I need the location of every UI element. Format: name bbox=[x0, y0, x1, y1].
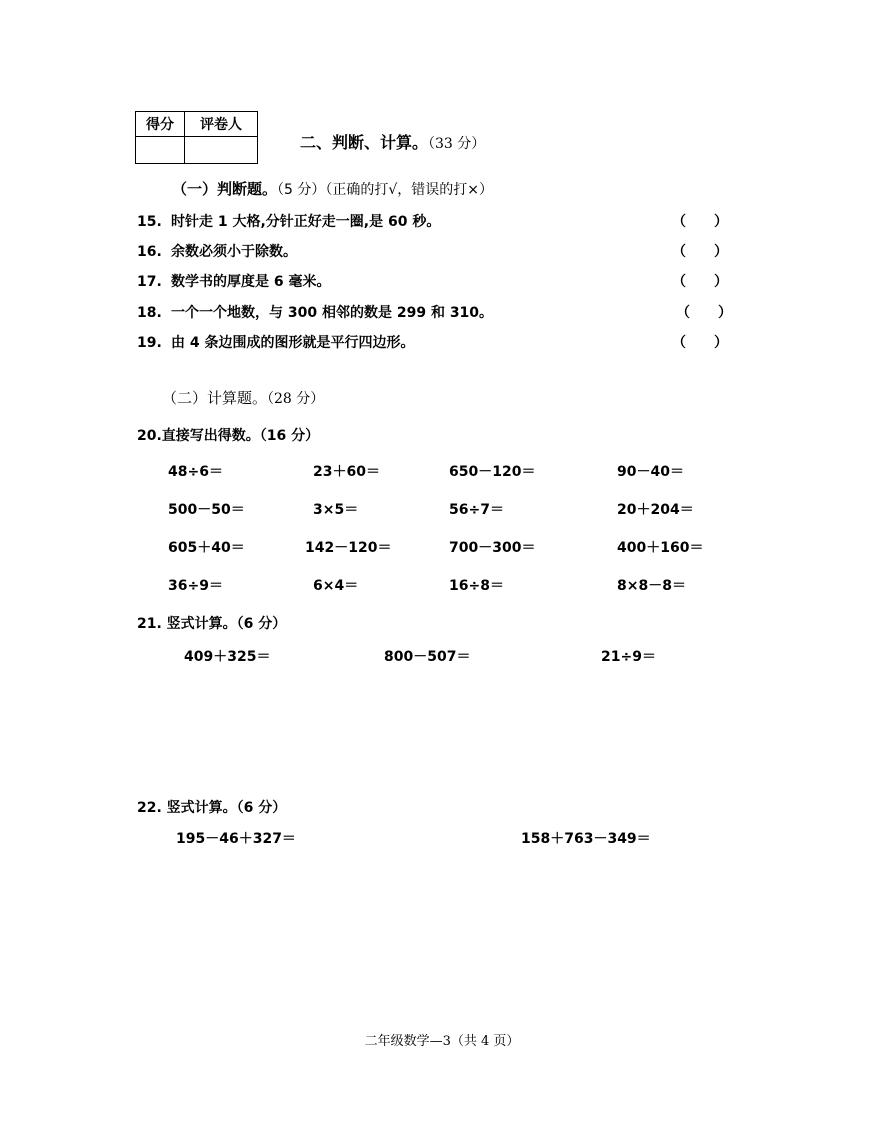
calc-item[interactable]: 400＋160＝ bbox=[617, 540, 704, 556]
question-text: 由 4 条边围成的图形就是平行四边形。 bbox=[171, 335, 415, 351]
answer-blank-19[interactable]: （ ） bbox=[672, 335, 728, 351]
vertical-calc-item[interactable]: 21÷9＝ bbox=[601, 649, 656, 665]
judge-title: （一）判断题。 bbox=[172, 180, 278, 198]
calc-item[interactable]: 23＋60＝ bbox=[313, 464, 380, 480]
calc-item[interactable]: 3×5＝ bbox=[313, 502, 359, 518]
question-16 bbox=[137, 241, 297, 261]
calc-item[interactable]: 16÷8＝ bbox=[449, 578, 504, 594]
question-text: 数学书的厚度是 6 毫米。 bbox=[171, 274, 331, 290]
question-text: 时针走 1 大格,分针正好走一圈,是 60 秒。 bbox=[171, 214, 441, 230]
calc-item[interactable]: 6×4＝ bbox=[313, 578, 359, 594]
question-text: 余数必须小于除数。 bbox=[171, 244, 297, 260]
calc-item[interactable]: 48÷6＝ bbox=[168, 464, 223, 480]
question-17 bbox=[137, 271, 331, 291]
answer-blank-15[interactable]: （ ） bbox=[672, 214, 728, 230]
vertical-calc-item[interactable]: 409＋325＝ bbox=[184, 649, 271, 665]
calc-title: （二）计算题。 bbox=[162, 389, 268, 407]
question-number: 17. bbox=[137, 274, 162, 290]
question-19 bbox=[137, 332, 415, 352]
answer-blank-17[interactable]: （ ） bbox=[672, 274, 728, 290]
calc-item[interactable]: 90－40＝ bbox=[617, 464, 684, 480]
question-15 bbox=[137, 211, 440, 231]
vertical-calc-item[interactable]: 800－507＝ bbox=[384, 649, 471, 665]
section-title-text: 二、判断、计算。 bbox=[300, 133, 429, 152]
calc-item[interactable]: 36÷9＝ bbox=[168, 578, 223, 594]
calc-points: （28 分） bbox=[267, 391, 325, 407]
question-18 bbox=[137, 302, 493, 322]
calc-item[interactable]: 56÷7＝ bbox=[449, 502, 504, 518]
score-table bbox=[135, 111, 258, 164]
question-number: 16. bbox=[137, 244, 162, 260]
vertical-calc-item[interactable]: 158＋763－349＝ bbox=[521, 831, 651, 847]
q22-title: 22. 竖式计算。（6 分） bbox=[137, 800, 287, 816]
calc-item[interactable]: 8×8－8＝ bbox=[617, 578, 686, 594]
calc-item[interactable]: 650－120＝ bbox=[449, 464, 536, 480]
score-header: 得分 bbox=[136, 112, 185, 137]
grader-header: 评卷人 bbox=[185, 112, 258, 137]
calc-subtitle bbox=[162, 387, 324, 408]
question-number: 15. bbox=[137, 214, 162, 230]
calc-item[interactable]: 605＋40＝ bbox=[168, 540, 245, 556]
calc-item[interactable]: 500－50＝ bbox=[168, 502, 245, 518]
question-text: 一个一个地数，与 300 相邻的数是 299 和 310。 bbox=[171, 305, 494, 321]
judge-subtitle bbox=[172, 178, 493, 199]
judge-note: （5 分）（正确的打√，错误的打×） bbox=[277, 182, 494, 198]
q20-title: 20.直接写出得数。（16 分） bbox=[137, 428, 320, 444]
answer-blank-18[interactable]: （ ） bbox=[676, 305, 732, 321]
section-points: （33 分） bbox=[428, 136, 486, 152]
calc-item[interactable]: 20＋204＝ bbox=[617, 502, 694, 518]
answer-blank-16[interactable]: （ ） bbox=[672, 244, 728, 260]
calc-item[interactable]: 700－300＝ bbox=[449, 540, 536, 556]
calc-item[interactable]: 142－120＝ bbox=[305, 540, 392, 556]
grader-cell[interactable] bbox=[185, 137, 258, 164]
section-title bbox=[300, 130, 485, 153]
vertical-calc-item[interactable]: 195－46＋327＝ bbox=[176, 831, 296, 847]
q21-title: 21. 竖式计算。（6 分） bbox=[137, 616, 287, 632]
page-footer: 二年级数学—3（共 4 页） bbox=[364, 1034, 520, 1049]
question-number: 18. bbox=[137, 305, 162, 321]
question-number: 19. bbox=[137, 335, 162, 351]
score-cell[interactable] bbox=[136, 137, 185, 164]
